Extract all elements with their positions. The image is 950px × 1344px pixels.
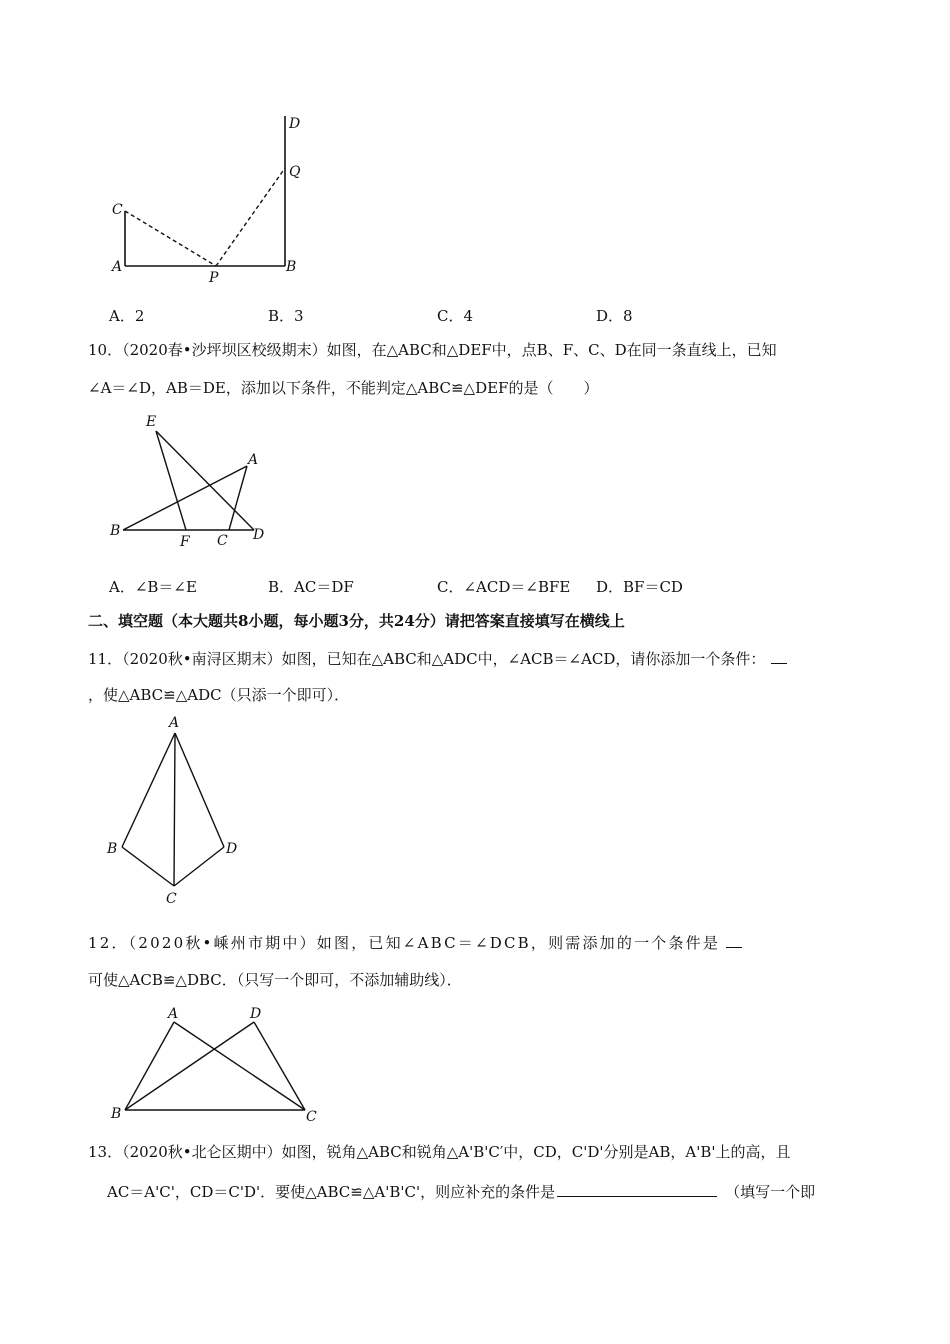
- q9-option-c[interactable]: C．4: [437, 307, 474, 325]
- dashed-pq: [216, 168, 285, 266]
- q13-text-line1: 13．（2020秋•北仑区期中）如图，锐角△ABC和锐角△A'B'C′中，CD，C'D'分别是AB，A'B'上的高，且: [88, 1143, 791, 1161]
- q13-text-line2: [107, 1181, 815, 1202]
- label-a: A: [168, 1006, 179, 1022]
- q11-text: 11．（2020秋•南浔区期末）如图，已知在△ABC和△ADC中，∠ACB＝∠ACD，请你添加一个条件：: [88, 650, 766, 668]
- figure-q10: [108, 408, 278, 558]
- q13-text: AC＝A'C'，CD＝C'D'．要使△ABC≌△A'B'C'，则应补充的条件是: [107, 1183, 556, 1201]
- figure-q9: [105, 110, 320, 290]
- q13-answer-blank[interactable]: [557, 1181, 717, 1197]
- segment-ad: [175, 733, 224, 847]
- label-c: C: [306, 1109, 317, 1125]
- q10-option-a[interactable]: A．∠B＝∠E: [109, 578, 197, 596]
- label-a: A: [169, 715, 180, 731]
- q11-text-line2: ，使△ABC≌△ADC（只添一个即可）．: [88, 686, 350, 704]
- q10-text-line1: 10．（2020春•沙坪坝区校级期末）如图，在△ABC和△DEF中，点B、F、C、D在同一条直线上，已知: [88, 341, 777, 359]
- q10-option-c[interactable]: C．∠ACD＝∠BFE: [437, 578, 571, 596]
- segment-dc: [254, 1022, 305, 1110]
- section-heading: 二、填空题（本大题共8小题，每小题3分，共24分）请把答案直接填写在横线上: [88, 612, 625, 630]
- figure-q11: [100, 710, 250, 910]
- q9-option-d[interactable]: D．8: [596, 307, 633, 325]
- q12-text: 12．（2020秋•嵊州市期中）如图，已知∠ABC＝∠DCB，则需添加的一个条件是: [88, 934, 721, 952]
- segment-ba: [123, 466, 247, 530]
- label-q: Q: [289, 164, 301, 180]
- segment-ab: [122, 733, 175, 847]
- segment-ba: [125, 1022, 174, 1110]
- label-c: C: [112, 202, 123, 218]
- segment-bd: [125, 1022, 254, 1110]
- q12-text-line2: 可使△ACB≌△DBC．（只写一个即可，不添加辅助线）．: [88, 971, 462, 989]
- q9-option-a[interactable]: A．2: [109, 307, 145, 325]
- figure-q12: [105, 1000, 335, 1130]
- q10-option-b[interactable]: B．AC＝DF: [268, 578, 354, 596]
- q10-option-d[interactable]: D．BF＝CD: [596, 578, 683, 596]
- dashed-cp: [125, 211, 216, 266]
- label-d: D: [226, 841, 238, 857]
- q12-answer-blank[interactable]: [726, 932, 742, 948]
- label-d: D: [253, 527, 265, 543]
- label-a: A: [248, 452, 259, 468]
- label-d: D: [250, 1006, 262, 1022]
- label-c: C: [166, 891, 177, 907]
- label-d: D: [289, 116, 301, 132]
- label-b: B: [286, 259, 297, 275]
- q12-text-line1: [88, 932, 742, 953]
- label-b: B: [110, 523, 121, 539]
- q10-text-line2: ∠A＝∠D，AB＝DE，添加以下条件，不能判定△ABC≌△DEF的是（ ）: [88, 379, 599, 397]
- q11-answer-blank[interactable]: [771, 648, 787, 664]
- q13-text-tail: （填写一个即: [725, 1183, 816, 1201]
- label-b: B: [111, 1106, 122, 1122]
- segment-ac: [174, 1022, 305, 1110]
- q11-text-line1: [88, 648, 787, 669]
- label-e: E: [146, 414, 157, 430]
- label-f: F: [180, 534, 190, 550]
- label-a: A: [112, 259, 123, 275]
- segment-ac: [174, 733, 175, 886]
- label-c: C: [217, 533, 228, 549]
- label-b: B: [107, 841, 118, 857]
- label-p: P: [209, 270, 219, 286]
- segment-bc: [122, 847, 174, 886]
- segment-dc: [174, 847, 224, 886]
- q9-option-b[interactable]: B．3: [268, 307, 304, 325]
